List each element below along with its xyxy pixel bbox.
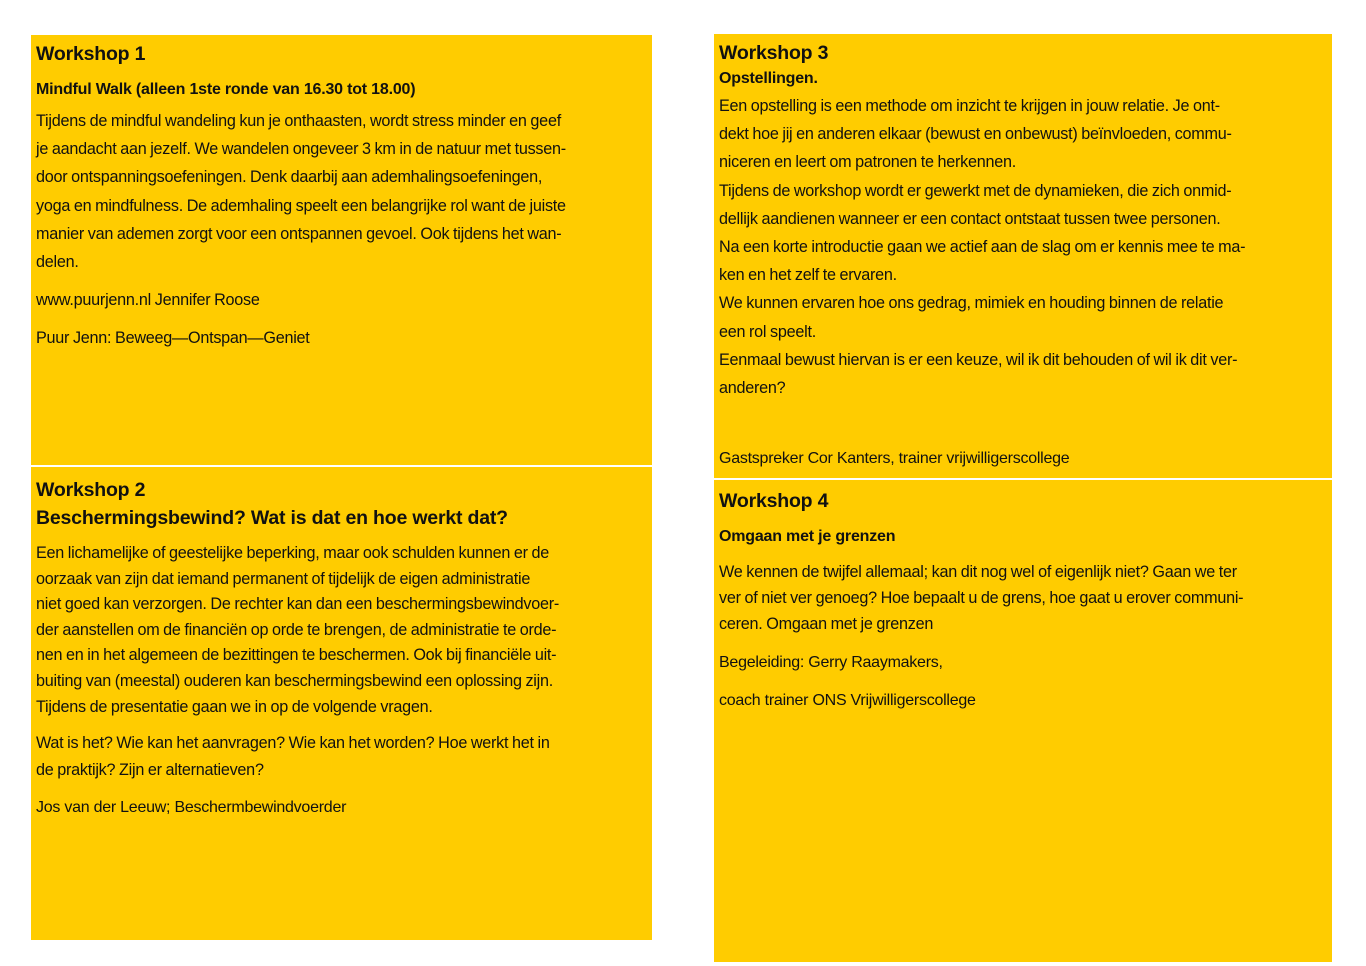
workshop-4-guidance-role: coach trainer ONS Vrijwilligerscollege xyxy=(719,692,976,709)
description-line: manier van ademen zorgt voor een ontspannen gevoel. Ook tijdens het wan- xyxy=(36,224,562,243)
workshop-1-title: Workshop 1 xyxy=(36,43,146,65)
workshop-1-panel xyxy=(31,35,652,465)
workshop-4-panel xyxy=(714,480,1332,962)
description-line: Een lichamelijke of geestelijke beperking, maar ook schulden kunnen er de xyxy=(36,544,550,562)
questions-line: Wat is het? Wie kan het aanvragen? Wie kan het worden? Hoe werkt het in xyxy=(36,734,550,753)
workshop-4-subtitle: Omgaan met je grenzen xyxy=(719,528,896,545)
workshop-4-guidance: Begeleiding: Gerry Raaymakers, xyxy=(719,654,943,671)
description-line: der aanstellen om de financiën op orde te brengen, de administratie te orde- xyxy=(36,620,557,639)
description-line: ceren. Omgaan met je grenzen xyxy=(719,615,934,633)
description-line: Tijdens de mindful wandeling kun je onthaasten, wordt stress minder en geef xyxy=(36,112,561,130)
description-line: Na een korte introductie gaan we actief aan de slag om er kennis mee te ma- xyxy=(719,238,1246,257)
workshop-2-questions xyxy=(36,730,646,783)
workshop-1-website: www.puurjenn.nl Jennifer Roose xyxy=(36,291,260,310)
workshop-2-title: Workshop 2 xyxy=(36,479,146,501)
workshop-2-subtitle: Beschermingsbewind? Wat is dat en hoe werkt dat? xyxy=(36,507,508,529)
workshop-3-subtitle: Opstellingen. xyxy=(719,70,818,87)
description-line: Tijdens de presentatie gaan we in op de volgende vragen. xyxy=(36,697,433,716)
workshop-3-description xyxy=(719,92,1326,402)
description-line: anderen? xyxy=(719,379,786,398)
description-line: Een opstelling is een methode om inzicht te krijgen in jouw relatie. Je ont- xyxy=(719,97,1220,115)
description-line: ver of niet ver genoeg? Hoe bepaalt u de grens, hoe gaat u erover communi- xyxy=(719,589,1244,607)
description-line: je aandacht aan jezelf. We wandelen ongeveer 3 km in de natuur met tussen- xyxy=(36,140,566,159)
description-line: nen en in het algemeen de bezittingen te beschermen. Ook bij financiële uit- xyxy=(36,646,557,665)
workshop-1-tagline: Puur Jenn: Beweeg—Ontspan—Geniet xyxy=(36,329,310,348)
description-line: We kunnen ervaren hoe ons gedrag, mimiek en houding binnen de relatie xyxy=(719,294,1224,313)
description-line: buiting van (meestal) ouderen kan beschermingsbewind een oplossing zijn. xyxy=(36,671,554,690)
workshop-2-panel xyxy=(31,467,652,940)
workshop-2-description xyxy=(36,541,646,720)
description-line: We kennen de twijfel allemaal; kan dit nog wel of eigenlijk niet? Gaan we ter xyxy=(719,563,1237,581)
workshop-1-description xyxy=(36,107,646,276)
right-column xyxy=(714,34,1332,962)
workshop-2-speaker: Jos van der Leeuw; Beschermbewindvoerder xyxy=(36,799,347,817)
description-line: dellijk aandienen wanneer er een contact ontstaat tussen twee personen. xyxy=(719,209,1221,228)
description-line: door ontspanningsoefeningen. Denk daarbij aan ademhalingsoefeningen, xyxy=(36,168,543,187)
description-line: oorzaak van zijn dat iemand permanent of tijdelijk de eigen administratie xyxy=(36,569,531,588)
workshop-4-description xyxy=(719,559,1326,637)
description-line: delen. xyxy=(36,253,79,272)
workshop-3-speaker: Gastspreker Cor Kanters, trainer vrijwilligerscollege xyxy=(719,450,1070,468)
description-line: niceren en leert om patronen te herkennen. xyxy=(719,153,1016,172)
workshop-4-title: Workshop 4 xyxy=(719,490,829,512)
description-line: Eenmaal bewust hiervan is er een keuze, wil ik dit behouden of wil ik dit ver- xyxy=(719,350,1238,369)
workshop-1-subtitle: Mindful Walk (alleen 1ste ronde van 16.30 tot 18.00) xyxy=(36,81,416,98)
description-line: Tijdens de workshop wordt er gewerkt met de dynamieken, die zich onmid- xyxy=(719,181,1232,200)
workshop-3-panel xyxy=(714,34,1332,478)
description-line: een rol speelt. xyxy=(719,322,816,341)
description-line: dekt hoe jij en anderen elkaar (bewust en onbewust) beïnvloeden, commu- xyxy=(719,125,1232,144)
description-line: yoga en mindfulness. De ademhaling speelt een belangrijke rol want de juiste xyxy=(36,196,566,215)
workshop-3-title: Workshop 3 xyxy=(719,42,829,64)
description-line: ken en het zelf te ervaren. xyxy=(719,266,897,285)
description-line: niet goed kan verzorgen. De rechter kan dan een beschermingsbewindvoer- xyxy=(36,595,560,614)
left-column xyxy=(31,35,652,940)
questions-line: de praktijk? Zijn er alternatieven? xyxy=(36,760,264,779)
